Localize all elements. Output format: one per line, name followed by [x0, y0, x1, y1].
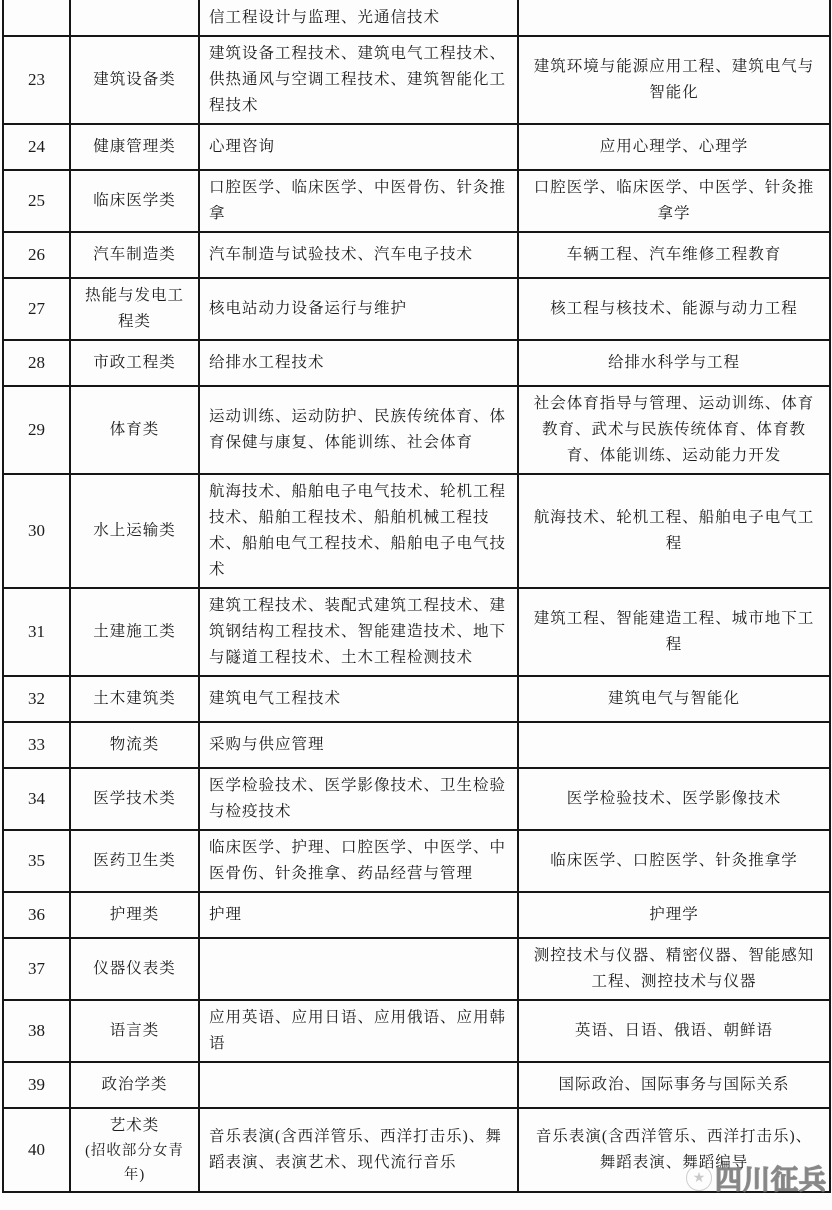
category-cell: 物流类: [70, 722, 199, 768]
majors-table-body: [3, 0, 830, 1192]
majors-cell-right: 社会体育指导与管理、运动训练、体育教育、武术与民族传统体育、体育教育、体能训练、运动能力开发: [518, 386, 830, 474]
row-number-cell: 24: [3, 124, 70, 170]
table-row: [3, 1108, 830, 1192]
category-cell: 语言类: [70, 1000, 199, 1062]
majors-cell-left: 护理: [199, 892, 518, 938]
row-number-cell: 31: [3, 588, 70, 676]
table-row: [3, 768, 830, 830]
row-number-cell: 37: [3, 938, 70, 1000]
majors-cell-left: 建筑设备工程技术、建筑电气工程技术、供热通风与空调工程技术、建筑智能化工程技术: [199, 36, 518, 124]
majors-cell-right: 核工程与核技术、能源与动力工程: [518, 278, 830, 340]
majors-cell-right: [518, 722, 830, 768]
majors-cell-left: 心理咨询: [199, 124, 518, 170]
row-number-cell: 34: [3, 768, 70, 830]
majors-cell-right: 英语、日语、俄语、朝鲜语: [518, 1000, 830, 1062]
majors-cell-left: 应用英语、应用日语、应用俄语、应用韩语: [199, 1000, 518, 1062]
majors-cell-left: 医学检验技术、医学影像技术、卫生检验与检疫技术: [199, 768, 518, 830]
table-row: [3, 588, 830, 676]
table-row: [3, 340, 830, 386]
row-number-cell: 33: [3, 722, 70, 768]
row-number-cell: 30: [3, 474, 70, 588]
category-cell: 临床医学类: [70, 170, 199, 232]
table-row: [3, 36, 830, 124]
row-number-cell: 23: [3, 36, 70, 124]
majors-cell-left: [199, 938, 518, 1000]
row-number-cell: 36: [3, 892, 70, 938]
category-cell: 汽车制造类: [70, 232, 199, 278]
table-row: [3, 722, 830, 768]
category-cell: 土木建筑类: [70, 676, 199, 722]
category-label: 艺术类: [109, 1117, 160, 1134]
row-number-cell: 27: [3, 278, 70, 340]
category-cell: 热能与发电工程类: [70, 278, 199, 340]
majors-table: [2, 0, 831, 1193]
majors-cell-right: [518, 0, 830, 36]
category-cell: 水上运输类: [70, 474, 199, 588]
majors-cell-right: 给排水科学与工程: [518, 340, 830, 386]
majors-cell-left: 建筑电气工程技术: [199, 676, 518, 722]
majors-cell-right: 应用心理学、心理学: [518, 124, 830, 170]
row-number-cell: 26: [3, 232, 70, 278]
category-note: (招收部分女青年): [85, 1143, 184, 1183]
category-cell: 市政工程类: [70, 340, 199, 386]
category-cell: 建筑设备类: [70, 36, 199, 124]
majors-cell-left: 采购与供应管理: [199, 722, 518, 768]
majors-cell-right: 建筑环境与能源应用工程、建筑电气与智能化: [518, 36, 830, 124]
row-number-cell: 28: [3, 340, 70, 386]
category-cell: 医药卫生类: [70, 830, 199, 892]
table-row: [3, 170, 830, 232]
row-number-cell: 32: [3, 676, 70, 722]
table-row: [3, 124, 830, 170]
majors-cell-left: 临床医学、护理、口腔医学、中医学、中医骨伤、针灸推拿、药品经营与管理: [199, 830, 518, 892]
table-row: [3, 278, 830, 340]
table-row: [3, 1000, 830, 1062]
majors-cell-right: 临床医学、口腔医学、针灸推拿学: [518, 830, 830, 892]
table-row: [3, 1062, 830, 1108]
majors-cell-left: 信工程设计与监理、光通信技术: [199, 0, 518, 36]
majors-cell-left: [199, 1062, 518, 1108]
majors-cell-left: 给排水工程技术: [199, 340, 518, 386]
table-row: [3, 830, 830, 892]
majors-cell-left: 运动训练、运动防护、民族传统体育、体育保健与康复、体能训练、社会体育: [199, 386, 518, 474]
table-row: [3, 676, 830, 722]
row-number-cell: [3, 0, 70, 36]
table-row: [3, 892, 830, 938]
table-row: [3, 0, 830, 36]
conscription-logo-icon: ★: [686, 1165, 712, 1191]
majors-cell-right: 建筑电气与智能化: [518, 676, 830, 722]
table-row: [3, 474, 830, 588]
row-number-cell: 29: [3, 386, 70, 474]
majors-cell-left: 建筑工程技术、装配式建筑工程技术、建筑钢结构工程技术、智能建造技术、地下与隧道工程技术、土木工程检测技术: [199, 588, 518, 676]
majors-cell-right: 建筑工程、智能建造工程、城市地下工程: [518, 588, 830, 676]
row-number-cell: 40: [3, 1108, 70, 1192]
majors-cell-left: 汽车制造与试验技术、汽车电子技术: [199, 232, 518, 278]
category-cell: [70, 1108, 199, 1192]
table-row: [3, 386, 830, 474]
category-cell: 仪器仪表类: [70, 938, 199, 1000]
majors-cell-right: 护理学: [518, 892, 830, 938]
category-cell: 健康管理类: [70, 124, 199, 170]
majors-cell-right: 国际政治、国际事务与国际关系: [518, 1062, 830, 1108]
majors-cell-right: 测控技术与仪器、精密仪器、智能感知工程、测控技术与仪器: [518, 938, 830, 1000]
majors-cell-right: 医学检验技术、医学影像技术: [518, 768, 830, 830]
category-cell: 土建施工类: [70, 588, 199, 676]
majors-cell-left: 航海技术、船舶电子电气技术、轮机工程技术、船舶工程技术、船舶机械工程技术、船舶电气工程技术、船舶电子电气技术: [199, 474, 518, 588]
majors-cell-right: 音乐表演(含西洋管乐、西洋打击乐)、舞蹈表演、舞蹈编导: [518, 1108, 830, 1192]
majors-cell-right: 车辆工程、汽车维修工程教育: [518, 232, 830, 278]
row-number-cell: 39: [3, 1062, 70, 1108]
watermark-text: 四川征兵: [715, 1165, 827, 1195]
row-number-cell: 35: [3, 830, 70, 892]
table-row: [3, 232, 830, 278]
category-cell: 医学技术类: [70, 768, 199, 830]
table-row: [3, 938, 830, 1000]
category-cell: 护理类: [70, 892, 199, 938]
row-number-cell: 38: [3, 1000, 70, 1062]
majors-cell-right: 口腔医学、临床医学、中医学、针灸推拿学: [518, 170, 830, 232]
majors-cell-right: 航海技术、轮机工程、船舶电子电气工程: [518, 474, 830, 588]
majors-cell-left: 音乐表演(含西洋管乐、西洋打击乐)、舞蹈表演、表演艺术、现代流行音乐: [199, 1108, 518, 1192]
category-cell: 体育类: [70, 386, 199, 474]
row-number-cell: 25: [3, 170, 70, 232]
majors-cell-left: 口腔医学、临床医学、中医骨伤、针灸推拿: [199, 170, 518, 232]
majors-cell-left: 核电站动力设备运行与维护: [199, 278, 518, 340]
category-cell: [70, 0, 199, 36]
category-cell: 政治学类: [70, 1062, 199, 1108]
